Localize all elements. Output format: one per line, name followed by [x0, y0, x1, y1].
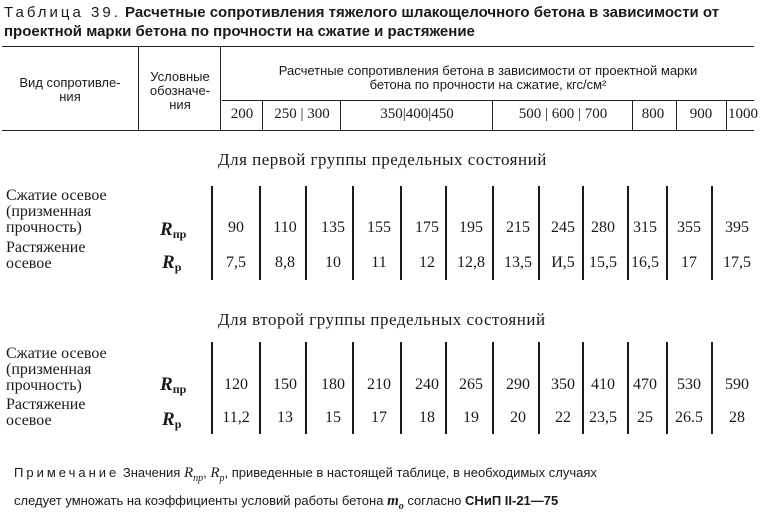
- table-number: Таблица 39.: [4, 4, 121, 21]
- header-design-resistance: Расчетные сопротивления бетона в зависимости от проектной марки бетона по прочности на сжатие, кгс/см²: [278, 63, 698, 92]
- compression-value: 150: [273, 376, 297, 393]
- note-lead: Примечание: [14, 465, 120, 480]
- tension-value: 11: [371, 254, 387, 271]
- compression-value: 120: [224, 376, 248, 393]
- symbol-base: R: [162, 252, 175, 273]
- compression-value: 470: [633, 376, 657, 393]
- compression-value: 135: [321, 219, 345, 236]
- tension-value: 26.5: [675, 409, 703, 426]
- tension-value: 16,5: [631, 254, 659, 271]
- grade-label: 900: [689, 106, 713, 122]
- tension-value: 13,5: [504, 254, 532, 271]
- compression-value: 265: [459, 376, 483, 393]
- compression-value: 290: [506, 376, 530, 393]
- tension-value: 23,5: [589, 409, 617, 426]
- header-top-rule: [2, 46, 754, 47]
- column-separator: [711, 186, 713, 280]
- group-1-label-tension: Растяжение осевое: [6, 239, 86, 272]
- tension-value: 28: [729, 409, 745, 426]
- compression-value: 210: [367, 376, 391, 393]
- tension-value: 19: [463, 409, 479, 426]
- grade-label: 1000: [728, 106, 758, 122]
- header-grade-rule: [222, 100, 754, 101]
- tension-value: 25: [637, 409, 653, 426]
- group-2-title: Для второй группы предельных состояний: [218, 310, 546, 329]
- column-separator: [259, 186, 261, 280]
- symbol-base: R: [160, 374, 173, 395]
- tension-value: 10: [325, 254, 341, 271]
- tension-value: 7,5: [226, 254, 246, 271]
- compression-value: 315: [633, 219, 657, 236]
- column-separator: [259, 342, 261, 434]
- compression-value: 110: [273, 219, 297, 236]
- compression-value: 175: [415, 219, 439, 236]
- tension-value: 13: [277, 409, 293, 426]
- symbol-subscript: р: [174, 417, 182, 431]
- compression-value: 155: [367, 219, 391, 236]
- group-1-symbol-compression: [160, 219, 186, 242]
- grade-divider: [726, 100, 727, 130]
- compression-value: 180: [321, 376, 345, 393]
- tension-value: 8,8: [275, 254, 295, 271]
- note-text-4: согласно: [407, 493, 462, 508]
- group-2-symbol-compression: [160, 374, 186, 397]
- grade-divider: [632, 100, 633, 130]
- compression-value: 90: [228, 219, 244, 236]
- group-1-title: Для первой группы предельных состояний: [218, 150, 547, 169]
- note-text-3: следует умножать на коэффициенты условий работы бетона: [14, 493, 384, 508]
- compression-value: 355: [677, 219, 701, 236]
- grade-label: 500 | 600 | 700: [518, 106, 608, 122]
- grade-label: 250 | 300: [274, 106, 330, 122]
- symbol-subscript: р: [219, 473, 225, 484]
- symbol-base: R: [162, 409, 175, 430]
- column-separator: [211, 186, 213, 280]
- symbol-subscript: р: [174, 260, 182, 274]
- group-1-symbol-tension: [162, 252, 181, 275]
- compression-value: 240: [415, 376, 439, 393]
- compression-value: 280: [591, 219, 615, 236]
- tension-value: 11,2: [222, 409, 250, 426]
- column-separator: [211, 342, 213, 434]
- tension-value: 12,8: [457, 254, 485, 271]
- symbol-base: R: [183, 465, 194, 481]
- table-caption: [4, 3, 754, 41]
- note-symbol-2: [210, 465, 225, 484]
- grade-label: 200: [230, 106, 254, 122]
- symbol-base: R: [160, 219, 173, 240]
- table-note: Примечание Значения $R_{пр}$, $R_р$, приведенные в настоящей таблице, в необходимых случаях следует умножать на коэффициенты условий работы бетона $m_о$ согласно СНиП II-21—75: [14, 465, 597, 512]
- grade-divider: [262, 100, 263, 130]
- tension-value: И,5: [551, 254, 575, 271]
- tension-value: 17: [681, 254, 697, 271]
- tension-value: 20: [510, 409, 526, 426]
- note-text-1: Значения: [122, 465, 181, 480]
- compression-value: 410: [591, 376, 615, 393]
- grade-divider: [492, 100, 493, 130]
- grade-divider: [340, 100, 341, 130]
- tension-value: 15,5: [589, 254, 617, 271]
- symbol-subscript: пр: [172, 382, 187, 396]
- tension-value: 12: [419, 254, 435, 271]
- header-designation: Условные обозначе- ния: [149, 69, 211, 112]
- tension-value: 18: [419, 409, 435, 426]
- group-1-label-compression: Сжатие осевое (призменная прочность): [6, 187, 107, 236]
- note-text-2: , приведенные в настоящей таблице, в необходимых случаях: [224, 465, 597, 480]
- table-title: Расчетные сопротивления тяжелого шлакощелочного бетона в зависимости от проектной марки бетона по прочности на сжатие и растяжение: [4, 4, 720, 40]
- grade-label: 800: [641, 106, 665, 122]
- header-resistance-type: Вид сопротивле- ния: [19, 75, 121, 104]
- header-divider-2: [220, 46, 221, 130]
- compression-value: 195: [459, 219, 483, 236]
- compression-value: 590: [725, 376, 749, 393]
- tension-value: 22: [555, 409, 571, 426]
- note-symbol-3: [387, 493, 404, 512]
- tension-value: 17: [371, 409, 387, 426]
- symbol-subscript: пр: [193, 473, 204, 484]
- column-separator: [711, 342, 713, 434]
- grade-divider: [676, 100, 677, 130]
- group-2-label-tension: Растяжение осевое: [6, 396, 86, 429]
- note-symbol-1: [183, 465, 204, 484]
- compression-value: 245: [551, 219, 575, 236]
- symbol-subscript: пр: [172, 227, 187, 241]
- header-divider-1: [138, 46, 139, 130]
- group-2-label-compression: Сжатие осевое (призменная прочность): [6, 345, 107, 394]
- tension-value: 17,5: [723, 254, 751, 271]
- compression-value: 395: [725, 219, 749, 236]
- symbol-base: m: [387, 493, 399, 509]
- compression-value: 215: [506, 219, 530, 236]
- symbol-base: R: [210, 465, 220, 481]
- compression-value: 350: [551, 376, 575, 393]
- tension-value: 15: [325, 409, 341, 426]
- symbol-subscript: о: [398, 501, 404, 512]
- compression-value: 530: [677, 376, 701, 393]
- group-2-symbol-tension: [162, 409, 181, 432]
- grade-label: 350|400|450: [380, 106, 454, 122]
- note-reference: СНиП II-21—75: [465, 493, 559, 508]
- header-bottom-rule: [2, 130, 754, 131]
